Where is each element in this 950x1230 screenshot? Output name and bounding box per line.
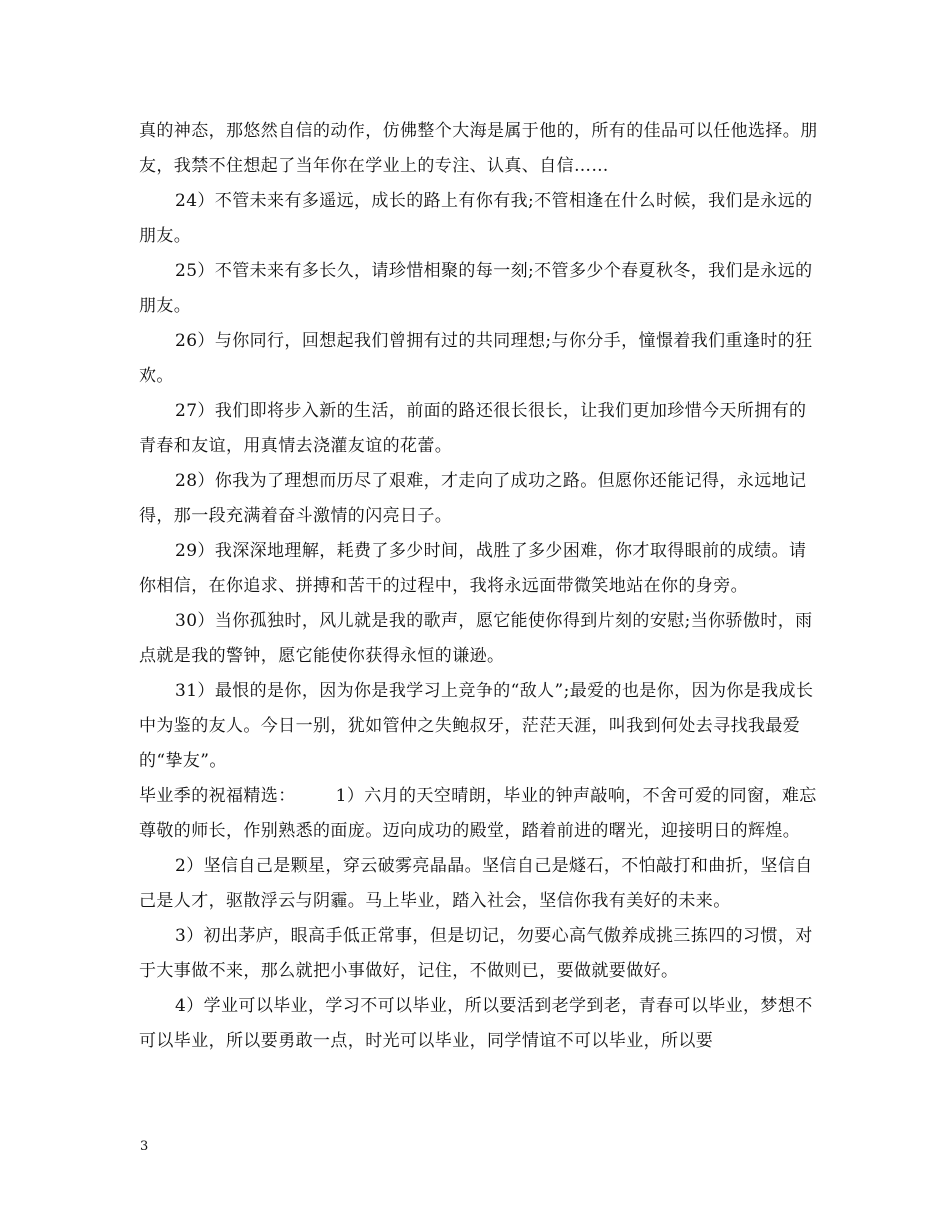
paragraph-28: 28）你我为了理想而历尽了艰难，才走向了成功之路。但愿你还能记得，永远地记得，那一段充满着奋斗激情的闪亮日子。 [139,471,807,526]
paragraph-24: 24）不管未来有多遥远，成长的路上有你有我;不管相逢在什么时候，我们是永远的朋友。 [139,191,813,246]
paragraph-27: 27）我们即将步入新的生活，前面的路还很长很长，让我们更加珍惜今天所拥有的青春和友谊，用真情去浇灌友谊的花蕾。 [139,401,807,456]
section-item-2: 2）坚信自己是颗星，穿云破雾亮晶晶。坚信自己是燧石，不怕敲打和曲折，坚信自己是人才，驱散浮云与阴霾。马上毕业，踏入社会，坚信你我有美好的未来。 [139,856,813,911]
section-item-4: 4）学业可以毕业，学习不可以毕业，所以要活到老学到老，青春可以毕业，梦想不可以毕业，所以要勇敢一点，时光可以毕业，同学情谊不可以毕业，所以要 [139,996,813,1051]
paragraph-30: 30）当你孤独时，风儿就是我的歌声，愿它能使你得到片刻的安慰;当你骄傲时，雨点就是我的警钟，愿它能使你获得永恒的谦逊。 [139,611,813,666]
paragraph-25: 25）不管未来有多长久，请珍惜相聚的每一刻;不管多少个春夏秋冬，我们是永远的朋友。 [139,261,813,316]
section-item-3: 3）初出茅庐，眼高手低正常事，但是切记，勿要心高气傲养成挑三拣四的习惯，对于大事做不来，那么就把小事做好，记住，不做则已，要做就要做好。 [139,926,813,981]
section-item-1: 1）六月的天空晴朗，毕业的钟声敲响，不舍可爱的同窗，难忘尊敬的师长，作别熟悉的面庞。迈向成功的殿堂，踏着前进的曙光，迎接明日的辉煌。 [139,786,817,841]
section-title: 毕业季的祝福精选： [139,786,296,806]
paragraph-29: 29）我深深地理解，耗费了多少时间，战胜了多少困难，你才取得眼前的成绩。请你相信，在你追求、拼搏和苦干的过程中，我将永远面带微笑地站在你的身旁。 [139,541,807,596]
section-paragraph [139,779,819,849]
paragraph-31: 31）最恨的是你，因为你是我学习上竞争的“敌人”;最爱的也是你，因为你是我成长中为鉴的友人。今日一别，犹如管仲之失鲍叔牙，茫茫天涯，叫我到何处去寻找我最爱的“挚友”。 [139,681,814,771]
paragraph-continued: 真的神态，那悠然自信的动作，仿佛整个大海是属于他的，所有的佳品可以任他选择。朋友，我禁不住想起了当年你在学业上的专注、认真、自信…… [139,121,818,176]
paragraph-26: 26）与你同行，回想起我们曾拥有过的共同理想;与你分手，憧憬着我们重逢时的狂欢。 [139,331,813,386]
page-body [139,114,819,1059]
page-number: 3 [140,1139,149,1154]
